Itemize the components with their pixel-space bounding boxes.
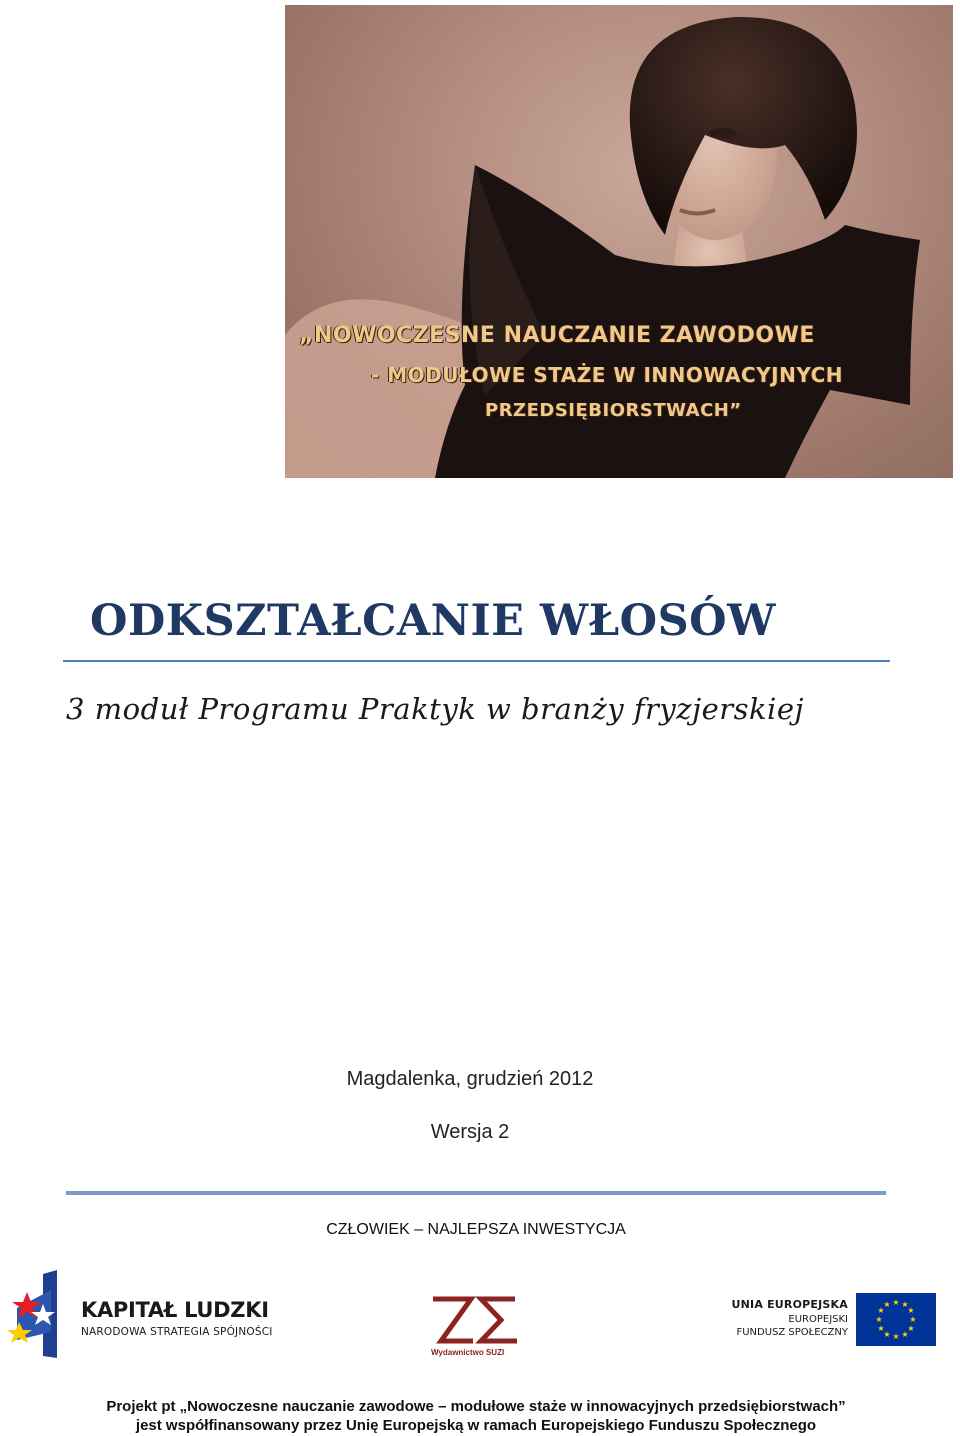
place-date: Magdalenka, grudzień 2012	[346, 1068, 594, 1090]
eu-line-2: EUROPEJSKI	[788, 1314, 848, 1325]
svg-text:★: ★	[875, 1315, 883, 1324]
banner-line-2: - MODUŁOWE STAŻE W INNOWACYJNYCH	[371, 363, 844, 387]
svg-text:★: ★	[907, 1306, 915, 1315]
svg-text:★: ★	[892, 1298, 900, 1307]
suzi-name: Wydawnictwo SUZI	[431, 1348, 505, 1357]
kapital-ludzki-logo	[5, 1270, 285, 1362]
footer-divider	[66, 1191, 886, 1195]
eu-line-1: UNIA EUROPEJSKA	[731, 1298, 848, 1311]
svg-text:★: ★	[907, 1324, 915, 1333]
cover-photo	[285, 5, 953, 478]
svg-text:★: ★	[883, 1300, 891, 1309]
title-divider	[63, 660, 890, 662]
kapital-ludzki-title: KAPITAŁ LUDZKI	[81, 1298, 269, 1322]
motto: CZŁOWIEK – NAJLEPSZA INWESTYCJA	[326, 1221, 626, 1238]
zeta-sigma-icon	[425, 1293, 525, 1349]
svg-text:★: ★	[877, 1306, 885, 1315]
banner-line-3: PRZEDSIĘBIORSTWACH”	[485, 400, 742, 421]
banner-line-1: „NOWOCZESNE NAUCZANIE ZAWODOWE	[299, 323, 815, 348]
eu-logo	[731, 1293, 940, 1353]
eu-flag-icon	[856, 1293, 936, 1346]
document-subtitle: 3 moduł Programu Praktyk w branży fryzjerskiej	[66, 692, 804, 726]
svg-text:★: ★	[877, 1324, 885, 1333]
version-label: Wersja 2	[430, 1121, 510, 1143]
kapital-ludzki-emblem-icon	[5, 1270, 75, 1362]
project-statement-line-1: Projekt pt „Nowoczesne nauczanie zawodowe – modułowe staże w innowacyjnych przedsiębiorstwach”	[106, 1398, 846, 1415]
eu-line-3: FUNDUSZ SPOŁECZNY	[736, 1327, 848, 1338]
svg-text:★: ★	[901, 1330, 909, 1339]
svg-text:★: ★	[909, 1315, 917, 1324]
suzi-logo	[425, 1293, 530, 1363]
project-statement-line-2: jest współfinansowany przez Unię Europejską w ramach Europejskiego Funduszu Społecznego	[135, 1417, 817, 1434]
svg-text:★: ★	[901, 1300, 909, 1309]
svg-text:★: ★	[892, 1332, 900, 1341]
svg-text:★: ★	[883, 1330, 891, 1339]
document-title: ODKSZTAŁCANIE WŁOSÓW	[90, 596, 776, 646]
kapital-ludzki-subtitle: NARODOWA STRATEGIA SPÓJNOŚCI	[81, 1326, 273, 1338]
